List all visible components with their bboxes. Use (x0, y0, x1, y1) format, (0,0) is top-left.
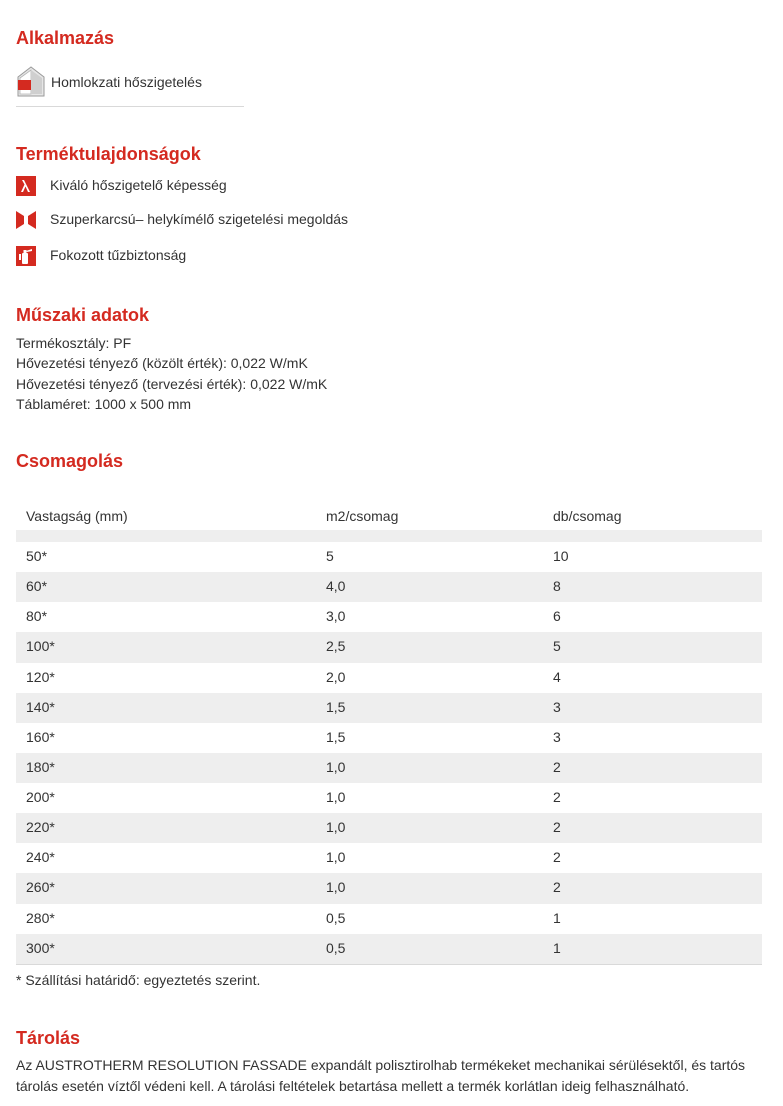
table-row (16, 904, 762, 934)
table-cell: 1,0 (326, 789, 346, 805)
table-row (16, 723, 762, 753)
table-cell: 200* (26, 789, 55, 805)
table-cell: 1,5 (326, 728, 346, 745)
table-cell: 120* (26, 668, 55, 685)
spec-line: Hővezetési tényező (tervezési érték): 0,022 W/mK (16, 376, 328, 392)
column-header: m2/csomag (326, 508, 399, 524)
table-cell: 1,0 (326, 879, 346, 896)
table-cell: 180* (26, 758, 55, 775)
table-cell: 80* (26, 608, 48, 625)
property-label: Kiváló hőszigetelő képesség (50, 177, 227, 193)
fire-extinguisher-icon (16, 246, 36, 266)
storage-heading: Tárolás (16, 1028, 81, 1048)
spec-line: Termékosztály: PF (16, 335, 132, 351)
table-cell: 260* (26, 879, 55, 896)
spec-line: Hővezetési tényező (közölt érték): 0,022 W/mK (16, 355, 308, 371)
table-cell: 4 (553, 668, 561, 685)
technical-heading: Műszaki adatok (16, 305, 150, 325)
lambda-icon (16, 176, 36, 196)
table-row (16, 813, 762, 843)
table-cell: 3,0 (326, 608, 346, 625)
table-cell: 2 (553, 879, 561, 896)
table-bottom-border (16, 964, 762, 965)
packaging-table (16, 500, 762, 965)
table-row (16, 602, 762, 632)
table-cell: 8 (553, 578, 561, 595)
header-separator (16, 530, 762, 542)
table-cell: 2,5 (326, 638, 346, 655)
table-row (16, 753, 762, 783)
delivery-note: * Szállítási határidő: egyeztetés szerint. (16, 972, 261, 988)
table-cell: 5 (326, 548, 334, 564)
table-cell: 280* (26, 909, 55, 926)
table-cell: 2 (553, 758, 561, 775)
storage-text: Az AUSTROTHERM RESOLUTION FASSADE expandált polisztirolhab termékeket mechanikai sérülésektől, és tartós tárolás esetén víztől védeni kell. A tárolási feltételek betartása mellett a termék korlátlan ideig felhasználható. (16, 1057, 746, 1094)
table-cell: 160* (26, 728, 55, 745)
table-cell: 1,0 (326, 758, 346, 775)
table-cell: 4,0 (326, 578, 346, 595)
property-label: Szuperkarcsú– helykímélő szigetelési megoldás (50, 211, 349, 227)
table-row (16, 873, 762, 903)
column-header: db/csomag (553, 508, 622, 524)
table-cell: 5 (553, 638, 561, 655)
table-cell: 3 (553, 698, 561, 715)
table-cell: 0,5 (326, 909, 346, 926)
table-cell: 1,0 (326, 819, 346, 836)
table-row (16, 693, 762, 723)
table-cell: 1 (553, 909, 561, 926)
table-cell: 240* (26, 849, 55, 866)
table-header (16, 500, 762, 530)
thin-panel-icon (16, 210, 36, 230)
table-cell: 1 (553, 939, 561, 956)
application-heading: Alkalmazás (16, 28, 115, 48)
table-cell: 1,5 (326, 698, 346, 715)
table-row (16, 843, 762, 873)
table-row (16, 663, 762, 693)
property-item (16, 210, 516, 232)
application-label: Homlokzati hőszigetelés (51, 74, 202, 90)
property-label: Fokozott tűzbiztonság (50, 247, 187, 263)
properties-heading: Terméktulajdonságok (16, 144, 201, 164)
table-cell: 220* (26, 819, 55, 836)
spec-line: Táblaméret: 1000 x 500 mm (16, 396, 192, 412)
table-row (16, 572, 762, 602)
table-cell: 140* (26, 698, 55, 715)
table-cell: 100* (26, 638, 55, 655)
application-item (16, 64, 244, 107)
table-cell: 0,5 (326, 939, 346, 956)
table-cell: 2 (553, 819, 561, 836)
column-header: Vastagság (mm) (26, 508, 128, 524)
table-cell: 300* (26, 939, 55, 956)
table-cell: 2,0 (326, 668, 346, 685)
table-cell: 2 (553, 849, 561, 866)
table-row (16, 632, 762, 662)
table-cell: 50* (26, 548, 48, 564)
table-row (16, 783, 762, 813)
packaging-heading: Csomagolás (16, 451, 124, 471)
table-cell: 3 (553, 728, 561, 745)
table-cell: 2 (553, 789, 561, 805)
property-item (16, 176, 516, 198)
table-cell: 6 (553, 608, 561, 625)
table-cell: 1,0 (326, 849, 346, 866)
table-row (16, 542, 762, 572)
house-facade-icon (16, 64, 46, 98)
table-cell: 60* (26, 578, 48, 595)
table-cell: 10 (553, 548, 569, 564)
property-item (16, 246, 516, 268)
table-row (16, 934, 762, 964)
